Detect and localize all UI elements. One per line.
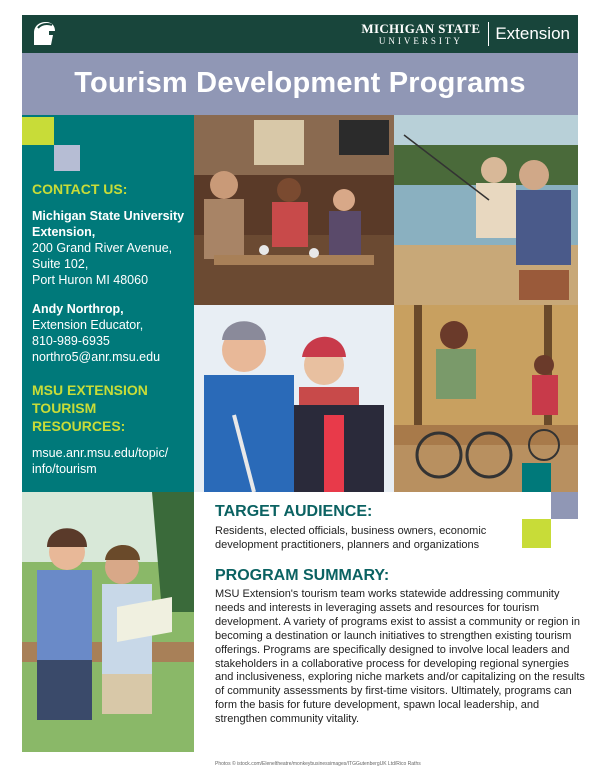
contact-heading: CONTACT US:: [32, 181, 128, 197]
resources-heading: MSU EXTENSION TOURISM RESOURCES:: [32, 382, 148, 434]
lavender-square-decoration: [54, 145, 80, 171]
person-email[interactable]: northro5@anr.msu.edu: [32, 350, 161, 364]
photo-restaurant-diners: [194, 115, 394, 305]
lavender-square-decoration-2: [551, 492, 578, 519]
photo-hikers-map: [22, 492, 194, 752]
org-name: Michigan State University Extension,: [32, 209, 185, 239]
photo-fishing-lake: [394, 115, 578, 305]
photo-winter-couple: [194, 305, 394, 492]
person-title: Extension Educator,: [32, 318, 144, 332]
photo-credit: Photos © istock.com/Eleneltheatre/monkeybusinessimages/ITGGutenbergUK Ltd/Rico Raths: [215, 761, 421, 767]
spartan-helmet-icon: [28, 19, 58, 49]
brand-line2: UNIVERSITY: [378, 36, 463, 46]
resources-link[interactable]: msue.anr.msu.edu/topic/ info/tourism: [32, 446, 169, 476]
contact-person: [32, 301, 194, 365]
address-line2: Suite 102,: [32, 257, 89, 271]
msu-extension-wordmark: [361, 15, 578, 53]
teal-square-decoration: [522, 463, 551, 492]
page-title: Tourism Development Programs: [74, 67, 526, 99]
program-summary-text: MSU Extension's tourism team works statewide addressing community needs and interests in leveraging assets and resources for tourism development. A variety of programs exist to assist a community or region in becoming a destination or launch initiatives to strengthen existing tourism offerings. Programs are specifically designed to involve local leaders and stakeholders in a collaborative process for developing regional synergies and inclusiveness, exploring niche markets and/or capitalizing on the results of community assessments by first-time visitors. Ultimately, programs can form the basis for future development, spawn local leadership, and strengthen community vitality.: [215, 588, 585, 726]
program-summary-heading: PROGRAM SUMMARY:: [215, 567, 390, 584]
brand-unit: Extension: [495, 24, 570, 43]
photo-winter-art: [194, 305, 394, 492]
person-name: Andy Northrop,: [32, 302, 124, 316]
photo-hikers-art: [22, 492, 194, 752]
msu-extension-header: [22, 15, 578, 53]
target-audience-heading: TARGET AUDIENCE:: [215, 503, 373, 520]
lime-square-decoration: [22, 117, 54, 145]
person-phone: 810-989-6935: [32, 334, 110, 348]
photo-restaurant-art: [194, 115, 394, 305]
address-line1: 200 Grand River Avenue,: [32, 241, 173, 255]
title-bar: [22, 53, 578, 115]
address-line3: Port Huron MI 48060: [32, 273, 149, 287]
lime-square-decoration-2: [522, 519, 551, 548]
contact-organization: [32, 208, 194, 288]
target-audience-text: Residents, elected officials, business owners, economic development practitioners, planners and organizations: [215, 525, 487, 551]
photo-fishing-art: [394, 115, 578, 305]
msu-wordmark: [361, 22, 489, 46]
contact-sidebar: [22, 115, 194, 492]
brand-line1: MICHIGAN STATE: [361, 21, 481, 36]
